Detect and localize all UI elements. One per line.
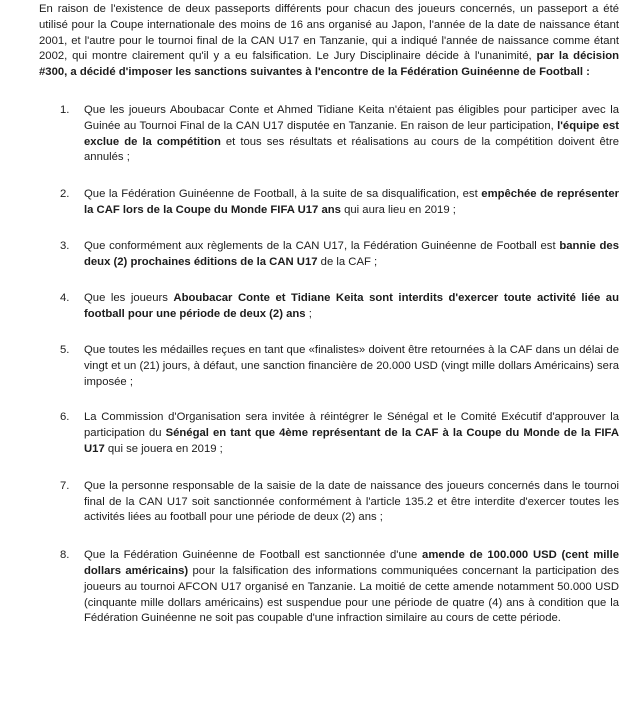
item-text: Que la personne responsable de la saisie de la date de naissance des joueurs concernés dans le tournoi final de la CAN U17 soit sanctionnée conformément à l'article 135.2 et être interdite d'exercer toutes les activités liées au football pour une période de deux (2) ans ; <box>84 479 619 524</box>
item-text-continued: qui aura lieu en 2019 ; <box>340 203 456 216</box>
item-text-continued: de la CAF ; <box>317 255 378 268</box>
item-number: 8. <box>60 549 70 562</box>
intro-text: En raison de l'existence de deux passeports différents pour chacun des joueurs concernés, un passeport a été utilisé pour la Coupe internationale des moins de 16 ans organisé au Japon, l'année de la date de naissance étant 2001, et l'autre pour le tournoi final de la CAN U17 en Tanzanie, qui a indiqué l'année de naissance comme étant 2002, qui montre clairement qu'il y a eu falsification. Le Jury Disciplinaire décide à l'unanimité, <box>39 3 619 63</box>
intro-decision-text: par la décision #300, a décidé d'imposer les sanctions suivantes à l'encontre de la Fédération Guinéenne de Football : <box>39 50 620 79</box>
item-text-continued: pour la falsification des informations communiquées concernant la participation des joueurs au tournoi AFCON U17 organisé en Tanzanie. La moitié de cette amende notamment 50.000 USD (cinquante mille dollars américains) est suspendue pour une période de quatre (4) ans à condition que la Fédération Guinéenne ne soit pas coupable d'une infraction similaire au cours de cette période. <box>84 564 619 625</box>
sanction-item-8 <box>39 548 619 627</box>
item-number: 6. <box>60 411 70 424</box>
item-bold-text: Sénégal en tant que 4ème représentant de la CAF à la Coupe du Monde de la FIFA U17 <box>84 427 619 455</box>
item-text-continued: qui se jouera en 2019 ; <box>104 442 223 455</box>
sanction-item-6 <box>39 410 619 457</box>
sanction-item-7 <box>39 479 619 526</box>
item-text: Que la Fédération Guinéenne de Football, à la suite de sa disqualification, est <box>84 188 482 201</box>
item-number: 4. <box>60 292 70 305</box>
sanction-item-4 <box>39 291 619 323</box>
item-text: Que toutes les médailles reçues en tant que «finalistes» doivent être retournées à la CAF dans un délai de vingt et un (21) jours, à défaut, une sanction financière de 20.000 USD (vingt mille dollars Américains) sera imposée ; <box>84 343 619 388</box>
sanction-item-1 <box>39 103 619 166</box>
item-text: Que conformément aux règlements de la CAN U17, la Fédération Guinéenne de Football est <box>84 239 560 252</box>
item-bold-text: amende de 100.000 USD (cent mille dollars américains) <box>84 549 619 577</box>
item-text: Que les joueurs Aboubacar Conte et Ahmed Tidiane Keita n'étaient pas éligibles pour participer avec la Guinée au Tournoi Final de la CAN U17 disputée en Tanzanie. En raison de leur participation, <box>84 103 619 132</box>
item-number: 3. <box>60 239 70 252</box>
intro-paragraph <box>39 2 619 81</box>
sanction-item-2 <box>39 187 619 219</box>
item-text-continued: ; <box>305 308 312 321</box>
item-bold-text: empêchée de représenter la CAF lors de la Coupe du Monde FIFA U17 ans <box>84 188 619 216</box>
sanction-item-5 <box>39 343 619 390</box>
item-number: 1. <box>60 103 70 116</box>
item-number: 2. <box>60 188 70 201</box>
sanction-item-3 <box>39 239 619 271</box>
item-text: La Commission d'Organisation sera invitée à réintégrer le Sénégal et le Comité Exécutif d'approuver la participation du <box>84 411 619 440</box>
item-bold-text: bannie des deux (2) prochaines éditions de la CAN U17 <box>84 239 619 268</box>
item-text: Que les joueurs <box>84 292 174 305</box>
item-number: 5. <box>60 343 70 356</box>
sanctions-list <box>39 103 619 627</box>
item-text-continued: et tous ses résultats et réalisations au cours de la compétition doivent être annulés ; <box>84 135 619 164</box>
item-number: 7. <box>60 479 70 492</box>
item-bold-text: l'équipe est exclue de la compétition <box>84 119 620 148</box>
item-bold-text: Aboubacar Conte et Tidiane Keita sont interdits d'exercer toute activité liée au football pour une période de deux (2) ans <box>84 292 619 321</box>
item-text: Que la Fédération Guinéenne de Football est sanctionnée d'une <box>84 549 423 562</box>
